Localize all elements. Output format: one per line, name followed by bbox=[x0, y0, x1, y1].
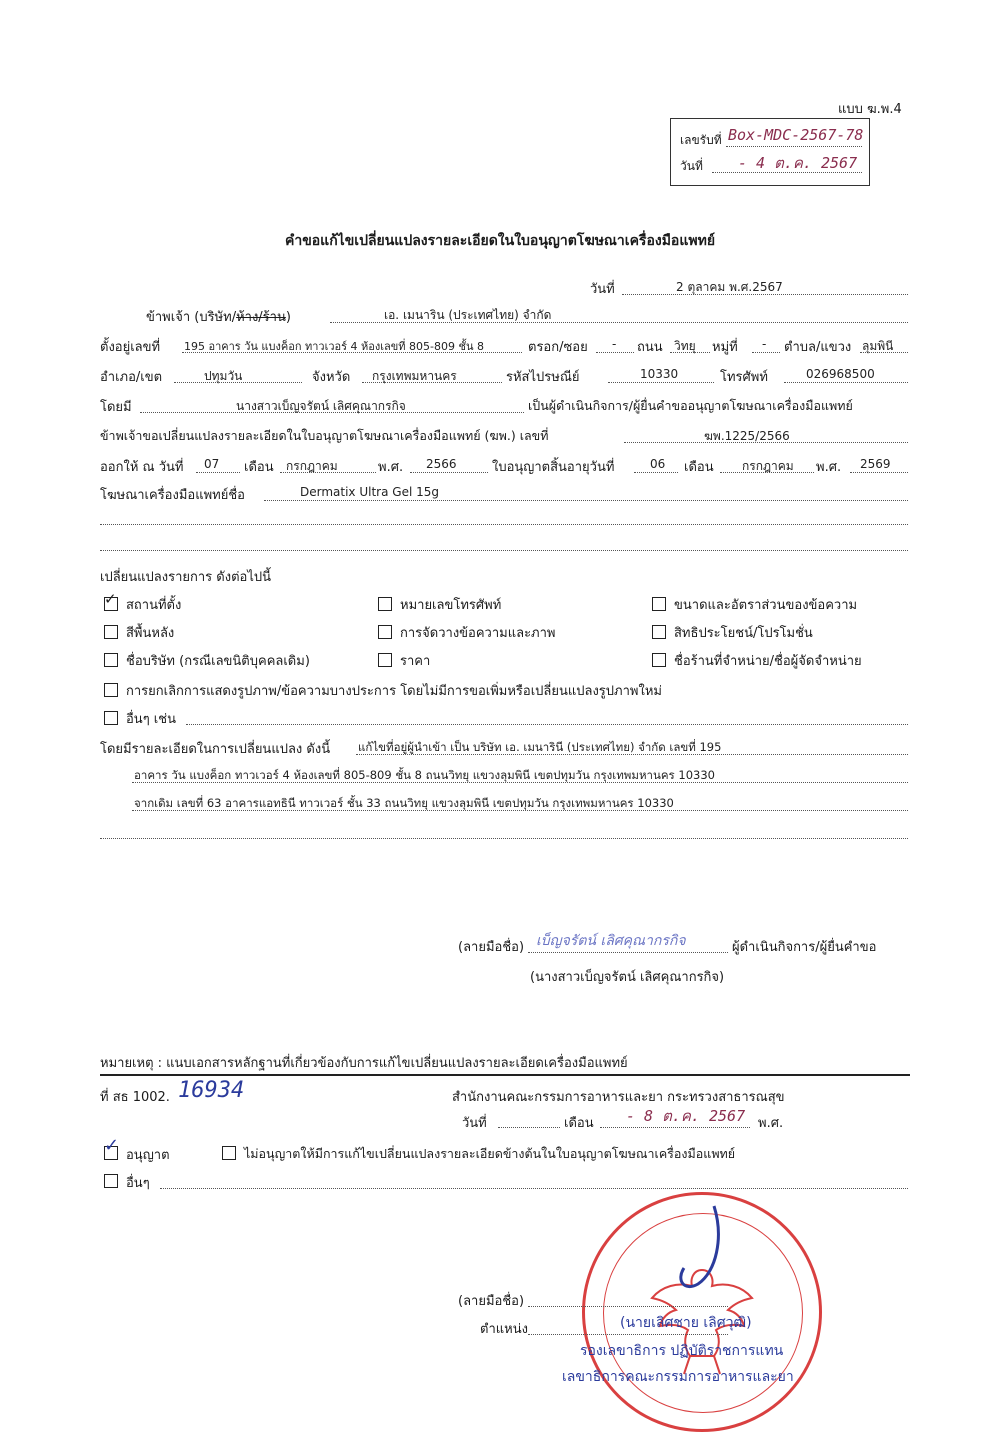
details-line1: แก้ไขที่อยู่ผู้นำเข้า เป็น บริษัท เอ. เมนารินี (ประเทศไทย) จำกัด เลขที่ 195 bbox=[358, 740, 722, 754]
province-value: กรุงเทพมหานคร bbox=[372, 369, 457, 383]
office-other-line bbox=[160, 1188, 908, 1189]
checkbox-phone[interactable] bbox=[378, 597, 392, 611]
phone-label: โทรศัพท์ bbox=[720, 370, 768, 385]
ref-value: 16934 bbox=[178, 1078, 245, 1103]
checkbox-approve[interactable] bbox=[104, 1135, 120, 1160]
option-location-label: สถานที่ตั้ง bbox=[126, 598, 182, 613]
details-label: โดยมีรายละเอียดในการเปลี่ยนแปลง ดังนี้ bbox=[100, 742, 331, 757]
checkbox-cancel-display[interactable] bbox=[104, 683, 118, 697]
exp-month-label: เดือน bbox=[684, 460, 714, 475]
applicant-signature: เบ็ญจรัตน์ เลิศคุณากรกิจ bbox=[536, 933, 686, 949]
operator-suffix: เป็นผู้ดำเนินกิจการ/ผู้ยื่นคำขออนุญาตโฆษณาเครื่องมือแพทย์ bbox=[528, 398, 853, 413]
changes-heading: เปลี่ยนแปลงรายการ ดังต่อไปนี้ bbox=[100, 570, 272, 585]
checkbox-distributor[interactable] bbox=[652, 653, 666, 667]
district-label: อำเภอ/เขต bbox=[100, 370, 163, 385]
exp-year-label: พ.ศ. bbox=[816, 460, 842, 475]
option-price-label: ราคา bbox=[400, 654, 431, 669]
expire-label: ใบอนุญาตสิ้นอายุวันที่ bbox=[492, 460, 615, 475]
phone-line bbox=[784, 382, 908, 383]
issue-year: 2566 bbox=[426, 457, 457, 471]
agency: สำนักงานคณะกรรมการอาหารและยา กระทรวงสาธารณสุข bbox=[452, 1090, 785, 1105]
option-company-name-label: ชื่อบริษัท (กรณีเลขนิติบุคคลเดิม) bbox=[126, 654, 310, 669]
other-line bbox=[186, 724, 908, 725]
checkbox-office-other[interactable] bbox=[104, 1174, 118, 1188]
postcode-line bbox=[608, 382, 714, 383]
product-label: โฆษณาเครื่องมือแพทย์ชื่อ bbox=[100, 488, 245, 503]
receipt-no-label: เลขรับที่ bbox=[680, 133, 722, 147]
office-year-label: พ.ศ. bbox=[758, 1116, 784, 1131]
office-month-label: เดือน bbox=[564, 1116, 594, 1131]
receipt-date-label: วันที่ bbox=[680, 159, 703, 173]
moo-value: - bbox=[762, 337, 767, 351]
option-layout-label: การจัดวางข้อความและภาพ bbox=[400, 626, 556, 641]
operator-label: โดยมี bbox=[100, 400, 132, 415]
option-other-label: อื่นๆ เช่น bbox=[126, 712, 176, 727]
moo-label: หมู่ที่ bbox=[712, 340, 738, 355]
checkbox-text-size[interactable] bbox=[652, 597, 666, 611]
option-background-label: สีพื้นหลัง bbox=[126, 626, 175, 641]
exp-month: กรกฎาคม bbox=[742, 459, 794, 473]
receipt-date-value: - 4 ต.ค. 2567 bbox=[738, 154, 858, 172]
receipt-no-value: Box-MDC-2567-78 bbox=[728, 126, 864, 144]
soi-label: ตรอก/ซอย bbox=[528, 340, 588, 355]
issue-label: ออกให้ ณ วันที่ bbox=[100, 460, 184, 475]
form-code: แบบ ฆ.พ.4 bbox=[838, 102, 902, 117]
issue-year-line bbox=[410, 472, 488, 473]
checkbox-location[interactable] bbox=[104, 590, 118, 611]
product-line bbox=[264, 500, 908, 501]
details-line-4 bbox=[100, 838, 908, 839]
signature-role: ผู้ดำเนินกิจการ/ผู้ยื่นคำขอ bbox=[732, 940, 877, 955]
address-value: 195 อาคาร วัน แบงค็อก ทาวเวอร์ 4 ห้องเลขที่ 805-809 ชั้น 8 bbox=[184, 340, 484, 353]
road-value: วิทยุ bbox=[674, 339, 696, 353]
page-title: คำขอแก้ไขเปลี่ยนแปลงรายละเอียดในใบอนุญาตโฆษณาเครื่องมือแพทย์ bbox=[284, 233, 716, 249]
soi-value: - bbox=[612, 337, 617, 351]
approve-label: อนุญาต bbox=[126, 1148, 170, 1163]
soi-line bbox=[596, 352, 634, 353]
exp-day-line bbox=[634, 472, 678, 473]
date-value: 2 ตุลาคม พ.ศ.2567 bbox=[676, 280, 783, 294]
product-value: Dermatix Ultra Gel 15g bbox=[300, 485, 439, 499]
blank-line-2 bbox=[100, 550, 908, 551]
district-value: ปทุมวัน bbox=[204, 369, 243, 383]
office-date-value: - 8 ต.ค. 2567 bbox=[626, 1107, 746, 1125]
exp-year-line bbox=[850, 472, 908, 473]
issue-month-label: เดือน bbox=[244, 460, 274, 475]
postcode-value: 10330 bbox=[640, 367, 679, 381]
postcode-label: รหัสไปรษณีย์ bbox=[506, 370, 580, 385]
issue-day: 07 bbox=[204, 457, 220, 471]
applicant-value: เอ. เมนาริน (ประเทศไทย) จำกัด bbox=[384, 308, 552, 322]
signature-label: (ลายมือชื่อ) bbox=[458, 940, 525, 955]
address-label: ตั้งอยู่เลขที่ bbox=[100, 340, 161, 355]
position-label: ตำแหน่ง bbox=[480, 1322, 528, 1337]
issue-year-label: พ.ศ. bbox=[378, 460, 404, 475]
checkbox-promotion[interactable] bbox=[652, 625, 666, 639]
receipt-no-line bbox=[726, 146, 862, 147]
province-label: จังหวัด bbox=[312, 370, 351, 385]
checkbox-reject[interactable] bbox=[222, 1146, 236, 1160]
official-title: รองเลขาธิการ ปฏิบัติราชการแทน bbox=[580, 1343, 784, 1359]
option-text-size-label: ขนาดและอัตราส่วนของข้อความ bbox=[674, 598, 858, 613]
option-distributor-label: ชื่อร้านที่จำหน่าย/ชื่อผู้จัดจำหน่าย bbox=[674, 654, 862, 669]
official-sign-line bbox=[528, 1306, 728, 1307]
applicant-label: ข้าพเจ้า (บริษัท/ห้าง/ร้าน) bbox=[146, 310, 291, 325]
note: หมายเหตุ : แนบเอกสารหลักฐานที่เกี่ยวข้องกับการแก้ไขเปลี่ยนแปลงรายละเอียดเครื่องมือแพทย์ bbox=[100, 1056, 628, 1071]
separator-rule bbox=[100, 1074, 910, 1076]
checkbox-price[interactable] bbox=[378, 653, 392, 667]
check-mark-icon: ✓ bbox=[104, 1135, 120, 1156]
checkbox-other[interactable] bbox=[104, 711, 118, 725]
details-line3: จากเดิม เลขที่ 63 อาคารแอทธินี ทาวเวอร์ ชั้น 33 ถนนวิทยุ แขวงลุมพินี เขตปทุมวัน กรุงเทพมหานคร 10330 bbox=[134, 796, 674, 810]
checkbox-company-name[interactable] bbox=[104, 653, 118, 667]
reject-label: ไม่อนุญาตให้มีการแก้ไขเปลี่ยนแปลงรายละเอียดข้างต้นในใบอนุญาตโฆษณาเครื่องมือแพทย์ bbox=[244, 1146, 736, 1161]
office-day-line bbox=[498, 1127, 560, 1128]
blank-line-1 bbox=[100, 524, 908, 525]
subdistrict-label: ตำบล/แขวง bbox=[784, 340, 852, 355]
license-label: ข้าพเจ้าขอเปลี่ยนแปลงรายละเอียดในใบอนุญาตโฆษณาเครื่องมือแพทย์ (ฆพ.) เลขที่ bbox=[100, 428, 549, 443]
option-cancel-display-label: การยกเลิกการแสดงรูปภาพ/ข้อความบางประการ โดยไม่มีการขอเพิ่มหรือเปลี่ยนแปลงรูปภาพใหม่ bbox=[126, 684, 662, 699]
subdistrict-value: ลุมพินี bbox=[862, 339, 894, 353]
option-promotion-label: สิทธิประโยชน์/โปรโมชั่น bbox=[674, 626, 813, 641]
ref-label: ที่ สธ 1002. bbox=[100, 1090, 170, 1105]
signature-name: (นางสาวเบ็ญจรัตน์ เลิศคุณากรกิจ) bbox=[530, 970, 725, 985]
road-label: ถนน bbox=[637, 340, 663, 355]
exp-day: 06 bbox=[650, 457, 666, 471]
signature-line bbox=[528, 952, 728, 953]
issue-month: กรกฎาคม bbox=[286, 459, 338, 473]
office-date-label: วันที่ bbox=[462, 1116, 487, 1131]
checkbox-layout[interactable] bbox=[378, 625, 392, 639]
office-other-label: อื่นๆ bbox=[126, 1176, 150, 1191]
position-line bbox=[528, 1334, 728, 1335]
exp-year: 2569 bbox=[860, 457, 891, 471]
details-line2: อาคาร วัน แบงค็อก ทาวเวอร์ 4 ห้องเลขที่ 805-809 ชั้น 8 ถนนวิทยุ แขวงลุมพินี เขตปทุมวัน กรุงเทพมหานคร 10330 bbox=[134, 768, 715, 782]
official-name: (นายเลิศชาย เลิศวุฒิ) bbox=[620, 1315, 752, 1331]
phone-value: 026968500 bbox=[806, 367, 875, 381]
moo-line bbox=[752, 352, 780, 353]
operator-value: นางสาวเบ็ญจรัตน์ เลิศคุณากรกิจ bbox=[236, 399, 406, 413]
issue-day-line bbox=[196, 472, 240, 473]
official-sign-label: (ลายมือชื่อ) bbox=[458, 1294, 525, 1309]
license-value: ฆพ.1225/2566 bbox=[704, 429, 790, 443]
official-title-2: เลขาธิการคณะกรรมการอาหารและยา bbox=[562, 1369, 794, 1385]
pen-stroke-icon bbox=[666, 1198, 746, 1308]
check-mark-icon: ✓ bbox=[104, 590, 117, 608]
checkbox-background[interactable] bbox=[104, 625, 118, 639]
option-phone-label: หมายเลขโทรศัพท์ bbox=[400, 598, 502, 613]
date-label: วันที่ bbox=[590, 282, 615, 297]
